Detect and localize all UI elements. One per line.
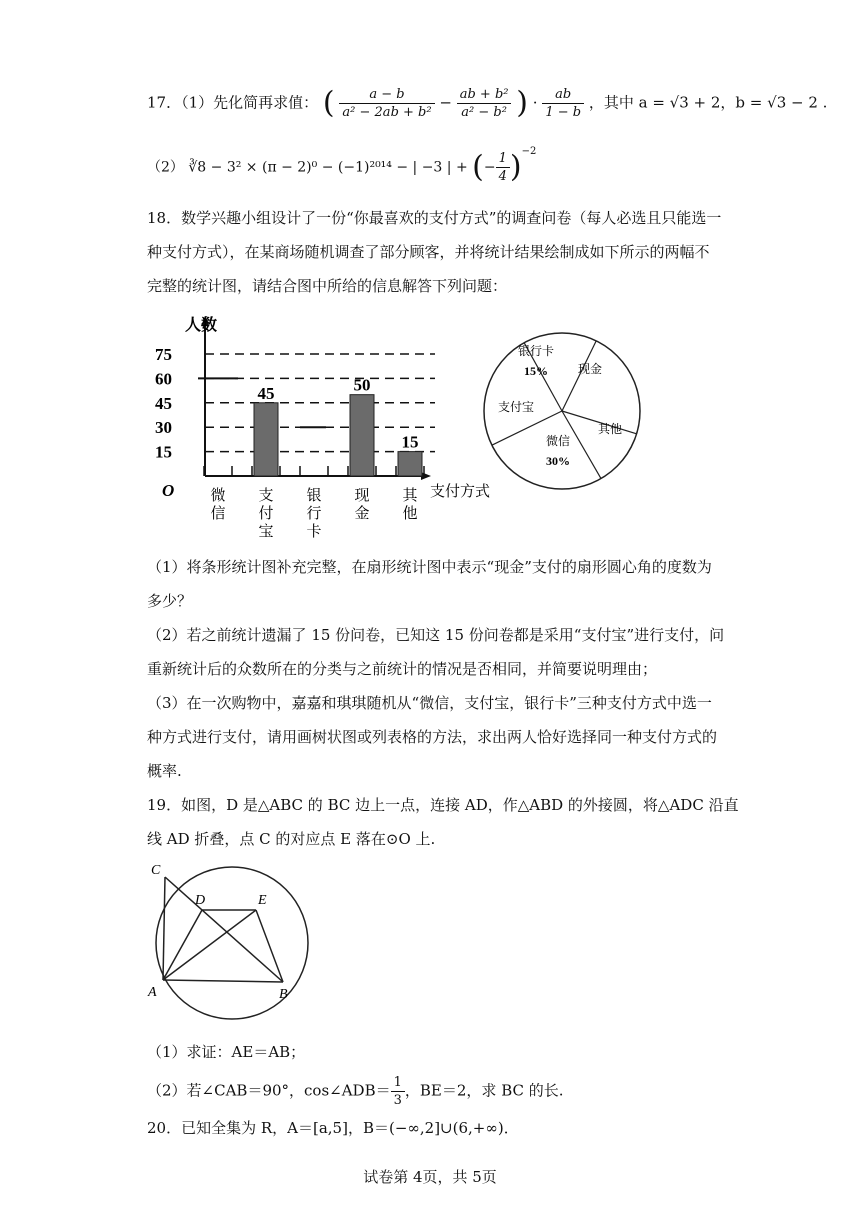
y-tick-label-75: 75 — [155, 345, 172, 364]
pie-percent-微信: 30% — [546, 454, 570, 468]
q17-fraction-1: $\frac{a - b}{\text{a² − 2ab + b²}}$ — [339, 86, 434, 121]
label-e: E — [258, 893, 267, 908]
y-tick-label-45: 45 — [155, 393, 172, 413]
q17-fraction-3: $\frac{ab}{1 - b}$ — [542, 86, 584, 121]
x-tick-label-3-1: 金 — [354, 504, 370, 522]
x-tick-label-1-1: 付 — [258, 504, 274, 522]
q19-fraction: $\frac{1}{3}$ — [391, 1074, 405, 1109]
y-tick-label-30: 30 — [155, 418, 172, 438]
q18-sub3-line-3: 概率. — [147, 762, 182, 780]
label-d: D — [195, 893, 206, 908]
q19-sub1: （1）求证：AE＝AB； — [147, 1043, 306, 1061]
pie-chart — [478, 325, 646, 495]
q19-line-1: 19．如图，D 是△ABC 的 BC 边上一点，连接 AD，作△ABD 的外接圆，将△ADC 沿直 — [147, 796, 739, 814]
q17-part2-expression: ∛8 − 3² × (π − 2)⁰ − (−1)²⁰¹⁴ − | −3 | + — [188, 159, 473, 176]
bar-支付宝 — [254, 403, 278, 476]
q18-line-1: 18．数学兴趣小组设计了一份“你最喜欢的支付方式”的调查问卷（每人必选且只能选一 — [147, 209, 722, 227]
x-tick-label-3-0: 现 — [354, 486, 370, 504]
x-tick-label-2-2: 卡 — [306, 522, 322, 540]
segment-ad — [163, 910, 202, 980]
data-label-支付宝: 45 — [257, 383, 275, 403]
y-axis-title: 人数 — [185, 315, 218, 334]
q17-part1 — [147, 86, 827, 121]
x-tick-label-4-1: 他 — [402, 504, 418, 522]
origin-label: O — [162, 481, 175, 500]
label-a: A — [148, 985, 157, 1000]
q20-line-1: 20．已知全集为 R，A＝[a,5]，B＝(−∞,2]∪(6,+∞)． — [147, 1119, 519, 1137]
q18-line-3: 完整的统计图，请结合图中所给的信息解答下列问题： — [147, 277, 508, 295]
left-paren: ( — [322, 85, 335, 121]
pie-label-微信: 微信 — [545, 434, 571, 448]
label-b: B — [279, 987, 288, 1002]
minus-sign: − — [439, 93, 452, 112]
q17-label: 17．（1）先化简再求值： — [147, 93, 319, 112]
q19-sub2: （2）若∠CAB＝90°，cos∠ADB＝ $\frac{1}{3}$ ，BE＝2，求 BC 的长. — [147, 1075, 564, 1108]
x-tick-label-4-0: 其 — [402, 486, 418, 504]
q18-sub2-line-2: 重新统计后的众数所在的分类与之前统计的情况是否相同，并简要说明理由； — [147, 660, 658, 678]
q17-part2: （2） ∛8 − 3² × (π − 2)⁰ − (−1)²⁰¹⁴ − | −3 | + (− $\frac{1}{4}$ )$^{-2}$ — [147, 145, 537, 185]
data-label-现金: 50 — [353, 375, 371, 395]
q17-condition: ，其中 a = √3 + 2，b = √3 − 2 . — [588, 93, 828, 112]
q17-part2-fraction: $\frac{1}{4}$ — [496, 150, 510, 185]
q18-line-2: 种支付方式），在某商场随机调查了部分顾客，并将统计结果绘制成如下所示的两幅不 — [147, 243, 710, 261]
x-axis-title: 支付方式 — [430, 482, 491, 500]
left-paren-2: ( — [472, 149, 484, 185]
bar-现金 — [350, 395, 374, 476]
right-paren: ) — [516, 85, 528, 121]
q19-line-2: 线 AD 折叠，点 C 的对应点 E 落在⊙O 上. — [147, 830, 436, 848]
pie-percent-银行卡: 15% — [524, 364, 548, 378]
x-tick-label-2-0: 银 — [306, 486, 322, 504]
x-tick-label-0-0: 微 — [210, 486, 226, 504]
q18-sub3-line-1: （3）在一次购物中，嘉嘉和琪琪随机从“微信，支付宝，银行卡”三种支付方式中选一 — [147, 694, 712, 712]
bar-其他 — [398, 452, 422, 476]
x-tick-label-0-1: 信 — [210, 504, 226, 522]
data-label-其他: 15 — [401, 432, 419, 452]
label-c: C — [151, 863, 161, 878]
geometry-figure — [145, 860, 315, 1030]
q18-sub3-line-2: 种方式进行支付，请用画树状图或列表格的方法，求出两人恰好选择同一种支付方式的 — [147, 728, 718, 746]
x-tick-label-2-1: 行 — [306, 504, 322, 522]
bar-chart — [150, 310, 510, 540]
q18-sub1-line-1: （1）将条形统计图补充完整，在扇形统计图中表示“现金”支付的扇形圆心角的度数为 — [147, 558, 712, 576]
x-tick-label-1-2: 宝 — [258, 522, 274, 540]
right-paren-2: ) — [509, 149, 522, 185]
q17-fraction-2: $\frac{\text{ab + b²}}{\text{a² − b²}}$ — [457, 86, 512, 121]
pie-label-现金: 现金 — [577, 362, 603, 376]
pie-label-支付宝: 支付宝 — [497, 400, 535, 414]
pie-label-银行卡: 银行卡 — [517, 344, 555, 358]
q18-sub2-line-1: （2）若之前统计遗漏了 15 份问卷，已知这 15 份问卷都是采用“支付宝”进行支付，问 — [147, 626, 725, 644]
segment-ca — [163, 877, 165, 980]
segment-ab — [163, 980, 283, 982]
segment-eb — [256, 910, 283, 982]
q17-part2-label: （2） — [147, 159, 184, 176]
y-tick-label-60: 60 — [155, 369, 172, 389]
pie-label-其他: 其他 — [597, 422, 623, 436]
y-tick-label-15: 15 — [155, 442, 172, 462]
q17-part2-exponent: −2 — [521, 145, 537, 157]
dot-operator: · — [532, 93, 538, 112]
page-footer: 试卷第 4页，共 5页 — [363, 1168, 497, 1186]
x-tick-label-1-0: 支 — [258, 486, 274, 504]
q18-sub1-line-2: 多少？ — [147, 592, 193, 610]
